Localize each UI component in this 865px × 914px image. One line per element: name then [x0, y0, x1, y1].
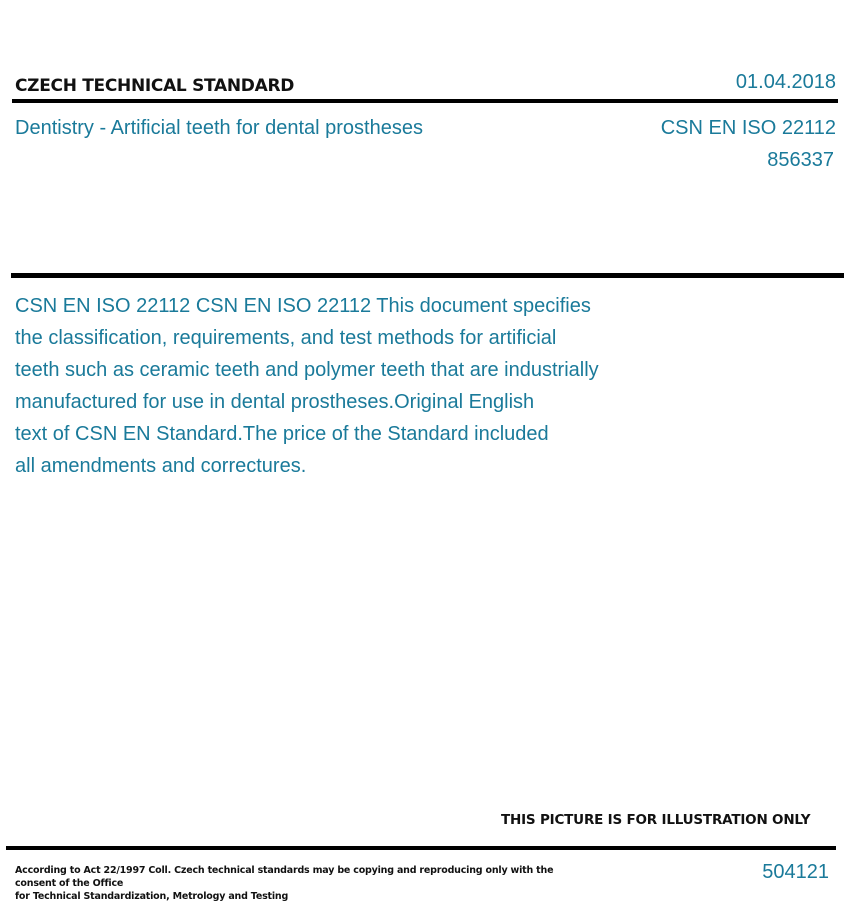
footer-divider — [6, 846, 836, 850]
catalog-number: 856337 — [767, 149, 834, 171]
standard-title: Dentistry - Artificial teeth for dental prostheses — [15, 117, 423, 139]
header-divider — [12, 99, 838, 103]
document-header-label: CZECH TECHNICAL STANDARD — [15, 76, 295, 96]
footer-code: 504121 — [762, 861, 829, 883]
standard-description: CSN EN ISO 22112 CSN EN ISO 22112 This document specifies the classification, requirements, and test methods for artificial teeth such as ceramic teeth and polymer teeth that are industrially manufactured for use in dental prostheses.Original English text of CSN EN Standard.The price of the Standard included all amendments and correctures. — [15, 295, 599, 477]
publication-date: 01.04.2018 — [735, 71, 836, 93]
standard-code: CSN EN ISO 22112 — [660, 117, 836, 139]
section-divider — [11, 273, 844, 278]
illustration-disclaimer: THIS PICTURE IS FOR ILLUSTRATION ONLY — [501, 812, 811, 828]
legal-note: According to Act 22/1997 Coll. Czech technical standards may be copying and reproducing only with the consent of the Office for Technical Standardization, Metrology and Testing — [15, 865, 554, 902]
